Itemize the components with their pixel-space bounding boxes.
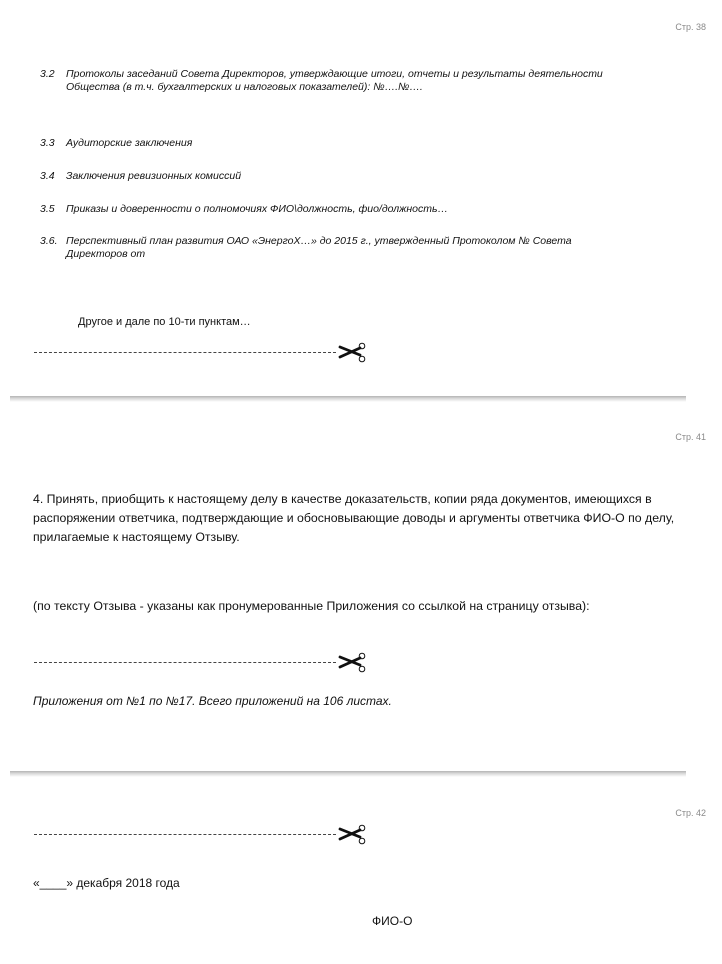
list-item-text: Перспективный план развития ОАО «ЭнергоХ…» до 2015 г., утвержденный Протоколом № Совета Директоров от xyxy=(66,235,572,260)
page-number-42: Стр. 42 xyxy=(675,808,706,818)
list-item-number: 3.2 xyxy=(40,68,55,80)
cut-line xyxy=(34,824,370,844)
cut-line xyxy=(34,652,370,672)
list-item-text: Заключения ревизионных комиссий xyxy=(66,170,242,182)
scissors-icon xyxy=(338,342,366,364)
list-item-3-2 xyxy=(40,68,640,94)
cut-line xyxy=(34,342,370,362)
page-separator xyxy=(10,771,686,777)
list-item-text: Приказы и доверенности о полномочиях ФИО\должность, фио/должность… xyxy=(66,203,449,215)
page-number-41: Стр. 41 xyxy=(675,432,706,442)
list-item-3-6 xyxy=(40,235,640,261)
scissors-icon xyxy=(338,824,366,846)
appendix-paragraph: (по тексту Отзыва - указаны как пронумерованные Приложения со ссылкой на страницу отзыва): xyxy=(33,599,590,613)
list-item-number: 3.4 xyxy=(40,170,55,182)
list-item-number: 3.5 xyxy=(40,203,55,215)
signature-name: ФИО-О xyxy=(372,914,413,928)
list-item-3-4 xyxy=(40,170,640,183)
list-item-number: 3.6. xyxy=(40,235,58,247)
list-item-number: 3.3 xyxy=(40,137,55,149)
list-item-text: Аудиторские заключения xyxy=(66,137,193,149)
list-item-text: Протоколы заседаний Совета Директоров, утверждающие итоги, отчеты и результаты деятельности Общества (в т.ч. бухгалтерских и налоговых показателей): №….№…. xyxy=(66,68,603,93)
page-separator xyxy=(10,396,686,402)
appendix-note: Приложения от №1 по №17. Всего приложений на 106 листах. xyxy=(33,694,392,708)
dashed-line xyxy=(34,834,336,835)
scissors-icon xyxy=(338,652,366,674)
list-item-3-3 xyxy=(40,137,640,150)
other-items-text: Другое и дале по 10-ти пунктам… xyxy=(78,316,251,328)
page-number-38: Стр. 38 xyxy=(675,22,706,32)
dashed-line xyxy=(34,662,336,663)
dashed-line xyxy=(34,352,336,353)
paragraph-4: 4. Принять, приобщить к настоящему делу в качестве доказательств, копии ряда документов, имеющихся в распоряжении ответчика, подтверждающие и обосновывающие доводы и аргументы ответчика ФИО-О по делу, прилагаемые к настоящему Отзыву. xyxy=(33,492,675,544)
list-item-3-5 xyxy=(40,203,640,216)
date-line: «____» декабря 2018 года xyxy=(33,876,180,890)
